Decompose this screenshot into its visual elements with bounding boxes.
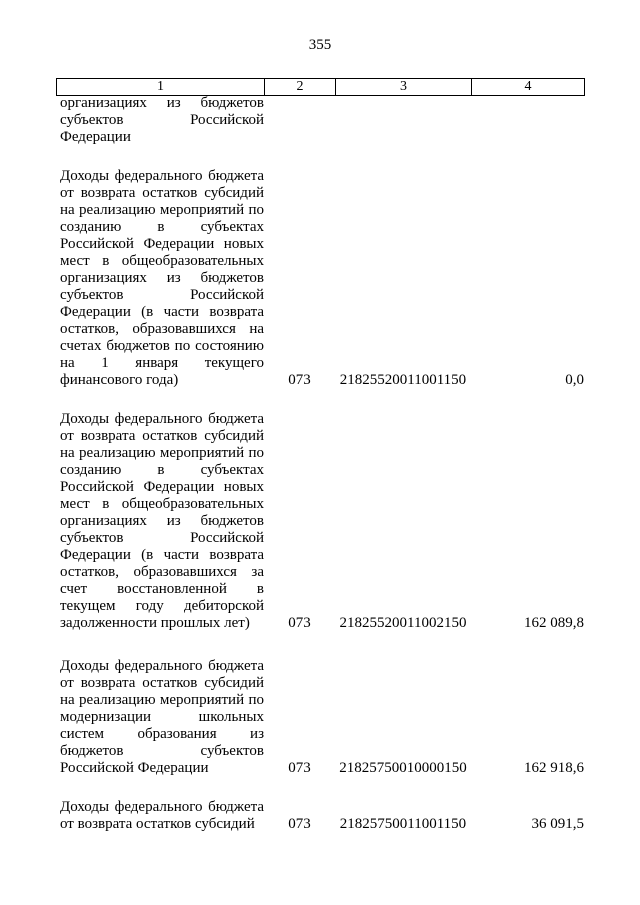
row-description-line: организациях из бюджетов bbox=[60, 270, 264, 286]
row-description-line: Федерации (в части возврата bbox=[60, 304, 264, 320]
column-header-4: 4 bbox=[472, 79, 585, 96]
row-description-line: Доходы федерального бюджета bbox=[60, 658, 264, 674]
row-description-line: Федерации bbox=[60, 129, 131, 145]
row-description-line: мест в общеобразовательных bbox=[60, 253, 264, 269]
row-description-line: Доходы федерального бюджета bbox=[60, 799, 264, 815]
column-header-1: 1 bbox=[57, 79, 265, 96]
row-description-line: субъектов Российской bbox=[60, 287, 264, 303]
row-description-line: текущем году дебиторской bbox=[60, 598, 264, 614]
row-description-line: модернизации школьных bbox=[60, 709, 264, 725]
row-description-line: счет восстановленной в bbox=[60, 581, 264, 597]
row-kbk: 21825750010000150 bbox=[339, 760, 467, 776]
row-kbk: 21825750011001150 bbox=[339, 816, 467, 832]
row-amount: 36 091,5 bbox=[531, 816, 584, 832]
row-description-line: Российской Федерации новых bbox=[60, 236, 264, 252]
row-code: 073 bbox=[288, 615, 311, 631]
row-description-line: мест в общеобразовательных bbox=[60, 496, 264, 512]
row-code: 073 bbox=[288, 816, 311, 832]
row-description-line: систем образования из bbox=[60, 726, 264, 742]
row-description-line: Доходы федерального бюджета bbox=[60, 411, 264, 427]
row-description-line: Федерации (в части возврата bbox=[60, 547, 264, 563]
row-code: 073 bbox=[288, 760, 311, 776]
column-header-3: 3 bbox=[336, 79, 472, 96]
row-description-line: от возврата остатков субсидий bbox=[60, 428, 264, 444]
column-header-row bbox=[57, 79, 585, 96]
row-description-line: на 1 января текущего bbox=[60, 355, 264, 371]
column-header-2: 2 bbox=[265, 79, 336, 96]
row-description-line: задолженности прошлых лет) bbox=[60, 615, 250, 631]
row-description-line: от возврата остатков субсидий bbox=[60, 816, 255, 832]
row-description-line: от возврата остатков субсидий bbox=[60, 675, 264, 691]
row-description-line: субъектов Российской bbox=[60, 530, 264, 546]
row-description-line: остатков, образовавшихся за bbox=[60, 564, 264, 580]
row-description-line: бюджетов субъектов bbox=[60, 743, 264, 759]
row-description-line: на реализацию мероприятий по bbox=[60, 202, 264, 218]
row-description-line: организациях из бюджетов bbox=[60, 95, 264, 111]
row-code: 073 bbox=[288, 372, 311, 388]
column-header-table bbox=[56, 78, 585, 96]
row-kbk: 21825520011002150 bbox=[339, 615, 467, 631]
row-description-line: на реализацию мероприятий по bbox=[60, 692, 264, 708]
row-description-line: финансового года) bbox=[60, 372, 179, 388]
page-number: 355 bbox=[308, 37, 332, 53]
row-description-line: Российской Федерации новых bbox=[60, 479, 264, 495]
row-description-line: субъектов Российской bbox=[60, 112, 264, 128]
row-description-line: Российской Федерации bbox=[60, 760, 209, 776]
row-description-line: созданию в субъектах bbox=[60, 219, 264, 235]
row-description-line: счетах бюджетов по состоянию bbox=[60, 338, 264, 354]
row-description-line: Доходы федерального бюджета bbox=[60, 168, 264, 184]
row-description-line: остатков, образовавшихся на bbox=[60, 321, 264, 337]
row-description-line: от возврата остатков субсидий bbox=[60, 185, 264, 201]
row-kbk: 21825520011001150 bbox=[339, 372, 467, 388]
row-amount: 162 089,8 bbox=[524, 615, 584, 631]
row-description-line: на реализацию мероприятий по bbox=[60, 445, 264, 461]
row-amount: 0,0 bbox=[565, 372, 584, 388]
row-description-line: созданию в субъектах bbox=[60, 462, 264, 478]
row-amount: 162 918,6 bbox=[524, 760, 584, 776]
row-description-line: организациях из бюджетов bbox=[60, 513, 264, 529]
